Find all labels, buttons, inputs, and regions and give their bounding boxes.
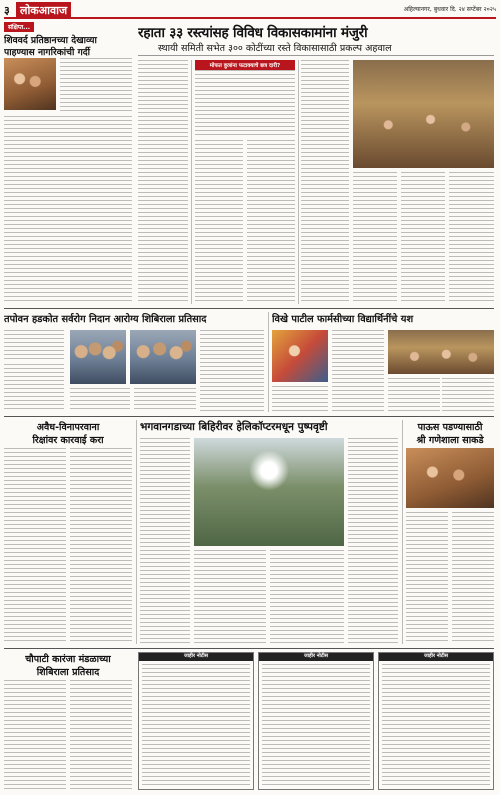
lead-col-3	[247, 140, 295, 304]
chowpati-text-col-2	[70, 680, 132, 790]
section-rule	[4, 648, 494, 649]
left-top-headline-line-1: शिववर्द प्रतिष्ठानच्या देखाव्या	[4, 35, 97, 46]
pharmacy-text-col-2	[388, 378, 440, 412]
bhagwan-text-col-3	[270, 550, 344, 644]
brief-text-right	[60, 58, 132, 114]
col-rule	[268, 312, 269, 412]
pharmacy-text-col-1	[332, 330, 384, 412]
bhagwan-text-col-2	[194, 550, 266, 644]
camp-photo-1	[70, 330, 126, 384]
camp-text-col-3	[134, 388, 196, 412]
paper-name-logo: लोकआवाज	[16, 2, 71, 19]
left-top-headline-line-2: पाहण्यास नागरिकांची गर्दी	[4, 47, 91, 58]
lead-col-6	[401, 172, 445, 304]
camp-text-col-1	[4, 364, 64, 412]
brief-text-body	[4, 116, 132, 304]
pharmacy-photo	[272, 330, 328, 382]
section-rule	[4, 308, 494, 309]
camp-headline: तपोवन हडकोत सर्वरोग निदान आरोग्य शिबिराला प्रतिसाद	[4, 314, 207, 325]
lead-callout: मोफत कुत्रांना फटाक्याचे छत्र दारी?	[195, 60, 295, 70]
lead-col-7	[449, 172, 494, 304]
notice-2-body	[262, 664, 370, 788]
lead-photo-meeting	[353, 60, 494, 168]
chowpati-headline-line-1: चौपाटी कारंजा मंडळाच्या	[25, 654, 111, 665]
col-rule	[191, 60, 192, 304]
legal-notice-2	[258, 652, 374, 790]
pharmacy-text-col-0	[272, 386, 328, 412]
illegal-headline-line-1: अवैध-विनापरवाना	[36, 422, 100, 433]
camp-text-top	[4, 330, 64, 360]
dateline: अहिल्यानगर, बुधवार दि. २४ सप्टेंबर २०२५	[403, 6, 496, 13]
notice-1-title: जाहीर नोटीस	[139, 653, 253, 661]
col-rule	[298, 60, 299, 304]
section-rule	[4, 416, 494, 417]
masthead	[4, 3, 496, 19]
legal-notice-1	[138, 652, 254, 790]
bhagwan-text-col-4	[348, 438, 398, 644]
brief-photo	[4, 58, 56, 110]
paus-headline-line-2: श्री गणेशाला साकडे	[416, 435, 484, 446]
chowpati-text-col-1	[4, 680, 66, 790]
camp-text-col-2	[70, 388, 130, 412]
lead-headline: रहाता ३३ रस्त्यांसह विविध विकासकामांना मंजुरी	[138, 25, 368, 41]
legal-notice-3	[378, 652, 494, 790]
lead-col-2	[195, 140, 243, 304]
brief-kicker: संक्षिप्त...	[4, 22, 34, 32]
bhagwan-photo-helicopter	[194, 438, 344, 546]
paus-text-col-1	[406, 512, 448, 644]
bhagwan-text-col-1	[140, 438, 190, 644]
lead-callout-text	[195, 70, 295, 136]
lead-col-4	[301, 60, 349, 304]
paus-headline-line-1: पाऊस पडण्यासाठी	[417, 422, 483, 433]
chowpati-headline-line-2: शिबिराला प्रतिसाद	[36, 667, 100, 678]
bhagwan-headline: भगवानगडाच्या बिहिरीवर हेलिकॉप्टरमधून पुष्पवृष्टी	[140, 421, 328, 433]
lead-col-5	[353, 172, 397, 304]
paus-photo	[406, 448, 494, 508]
page-number: ३	[4, 4, 10, 17]
col-rule	[136, 420, 137, 644]
lead-col-1	[138, 60, 188, 304]
camp-photo-2	[130, 330, 196, 384]
col-rule	[402, 420, 403, 644]
illegal-text-col-2	[70, 448, 132, 644]
lead-rule	[138, 55, 494, 56]
pharmacy-photo-2	[388, 330, 494, 374]
illegal-headline-line-2: रिक्षांवर कारवाई करा	[32, 435, 104, 446]
notice-3-body	[382, 664, 490, 788]
notice-3-title: जाहीर नोटीस	[379, 653, 493, 661]
notice-2-title: जाहीर नोटीस	[259, 653, 373, 661]
illegal-text-col-1	[4, 448, 66, 644]
paus-text-col-2	[452, 512, 494, 644]
pharmacy-headline: विखे पाटील फार्मसीच्या विद्यार्थिनींचे यश	[272, 314, 414, 325]
camp-text-col-4	[200, 330, 264, 412]
lead-subhead: स्थायी समिती सभेत ३०० कोटींच्या रस्ते विकासासाठी प्रकल्प अहवाल	[158, 43, 392, 54]
notice-1-body	[142, 664, 250, 788]
pharmacy-text-col-3	[442, 378, 494, 412]
